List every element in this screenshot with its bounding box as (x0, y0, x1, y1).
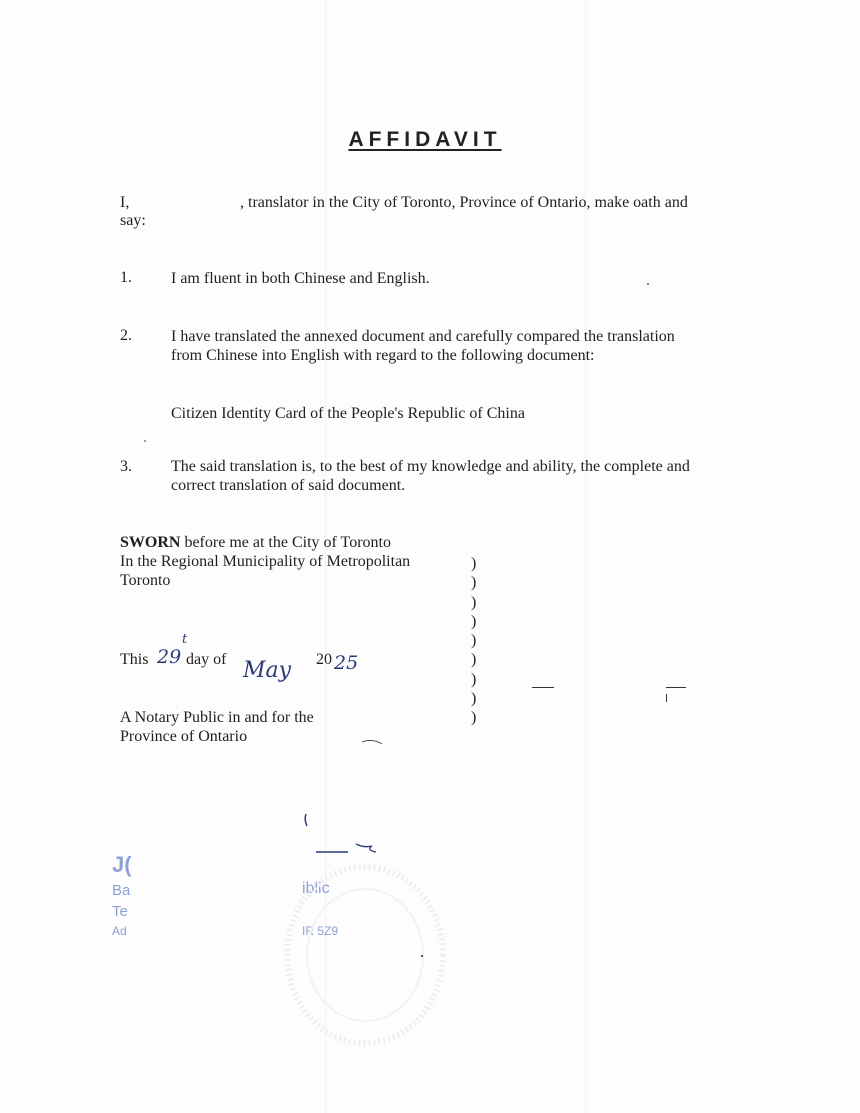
item-text: correct translation of said document. (171, 477, 406, 494)
item-number: 1. (120, 269, 132, 286)
handwritten-day-suffix: t (182, 632, 188, 647)
scan-speck (144, 440, 146, 442)
sworn-line: In the Regional Municipality of Metropolitan (120, 553, 411, 570)
intro-line2: say: (120, 212, 146, 229)
handwritten-day: 29 (157, 646, 182, 668)
document-title: AFFIDAVIT (348, 128, 502, 151)
handwritten-year: 25 (334, 652, 359, 674)
date-this: This (120, 651, 149, 668)
sworn-line: Toronto (120, 572, 171, 589)
scan-artifact-line (585, 0, 586, 1113)
item-text: I am fluent in both Chinese and English. (171, 270, 430, 287)
item-number: 2. (120, 327, 132, 344)
signature-line-fragment (532, 687, 554, 688)
item-text: I have translated the annexed document and carefully compared the translation (171, 328, 675, 345)
sworn-line-rest: before me at the City of Toronto (180, 534, 391, 551)
intro-start: I, (120, 194, 130, 211)
stamp-fragment: Ad (112, 924, 127, 938)
parentheses-column: ) ) ) ) ) ) ) ) ) (471, 555, 477, 727)
stamp-fragment: iblic (302, 880, 330, 897)
sworn-bold-word: SWORN (120, 534, 181, 551)
scan-speck (421, 955, 423, 957)
notary-line: A Notary Public in and for the (120, 709, 314, 726)
stamp-fragment: Ba (112, 882, 131, 899)
item-text: from Chinese into English with regard to the following document: (171, 347, 595, 364)
signature-line-fragment (666, 687, 686, 688)
notary-line: Province of Ontario (120, 728, 248, 745)
notary-signature-fragments (300, 730, 390, 860)
item-text: The said translation is, to the best of my knowledge and ability, the complete and (171, 458, 690, 475)
document-name: Citizen Identity Card of the People's Republic of China (171, 405, 525, 422)
stamp-fragment: J( (112, 852, 132, 877)
scan-speck (647, 283, 649, 285)
item-number: 3. (120, 458, 132, 475)
sworn-line (120, 533, 391, 552)
handwritten-month: May (243, 658, 292, 683)
date-day-of: day of (186, 651, 227, 668)
signature-mark (666, 694, 667, 702)
date-year-prefix: 20 (316, 651, 332, 668)
embossed-seal-icon (280, 860, 450, 1050)
stamp-fragment: Te (112, 903, 128, 920)
stamp-fragment: IR 5Z9 (302, 924, 339, 938)
intro-rest: , translator in the City of Toronto, Province of Ontario, make oath and (240, 194, 688, 211)
